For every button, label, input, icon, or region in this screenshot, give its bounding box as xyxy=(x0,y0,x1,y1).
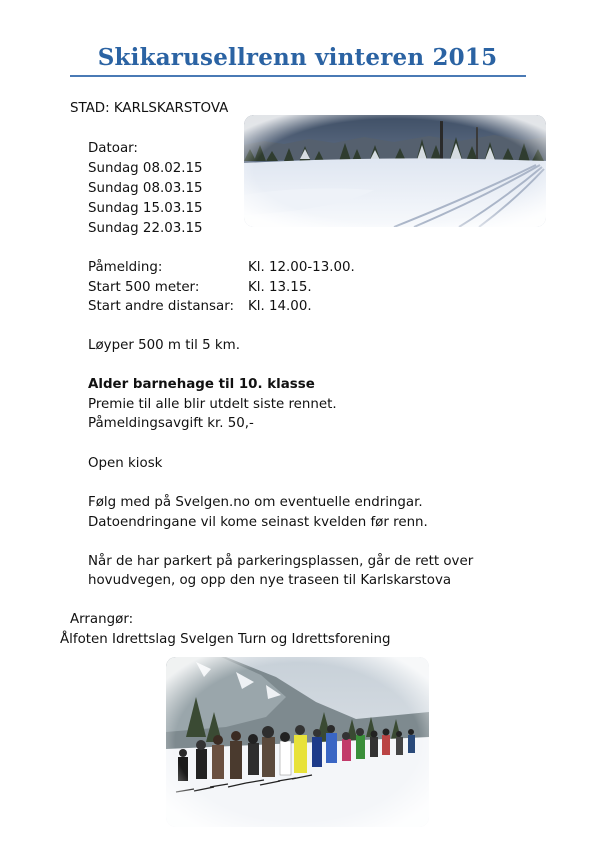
kiosk-text: Open kiosk xyxy=(88,456,163,471)
prize-text: Premie til alle blir utdelt siste rennet. xyxy=(88,397,337,412)
schedule-time: Kl. 12.00-13.00. xyxy=(248,260,355,275)
updates-line: Datoendringane vil kome seinast kvelden før renn. xyxy=(88,515,428,530)
dates-heading: Datoar: xyxy=(88,141,138,156)
schedule-label: Påmelding: xyxy=(88,260,163,275)
updates-line: Følg med på Svelgen.no om eventuelle endringar. xyxy=(88,495,423,510)
trails-text: Løyper 500 m til 5 km. xyxy=(88,338,240,353)
schedule-time: Kl. 13.15. xyxy=(248,280,312,295)
schedule-time: Kl. 14.00. xyxy=(248,299,312,314)
date-item: Sundag 22.03.15 xyxy=(88,221,203,236)
page-title: Skikarusellrenn vinteren 2015 xyxy=(97,44,498,71)
parking-line: hovudvegen, og opp den nye traseen til Karlskarstova xyxy=(88,573,452,588)
date-item: Sundag 08.03.15 xyxy=(88,181,203,196)
fee-text: Påmeldingsavgift kr. 50,- xyxy=(88,416,254,431)
date-item: Sundag 08.02.15 xyxy=(88,161,203,176)
schedule-label: Start 500 meter: xyxy=(88,280,200,295)
organizer-heading: Arrangør: xyxy=(70,612,134,627)
venue-text: STAD: KARLSKARSTOVA xyxy=(70,101,229,116)
ski-track-photo xyxy=(244,115,546,227)
organizer-name: Ålfoten Idrettslag Svelgen Turn og Idrettsforening xyxy=(60,632,391,647)
skiers-photo xyxy=(166,657,429,827)
parking-line: Når de har parkert på parkeringsplassen, går de rett over xyxy=(88,554,474,569)
age-heading: Alder barnehage til 10. klasse xyxy=(88,377,315,392)
title-underline xyxy=(70,75,526,77)
date-item: Sundag 15.03.15 xyxy=(88,201,203,216)
schedule-label: Start andre distansar: xyxy=(88,299,234,314)
